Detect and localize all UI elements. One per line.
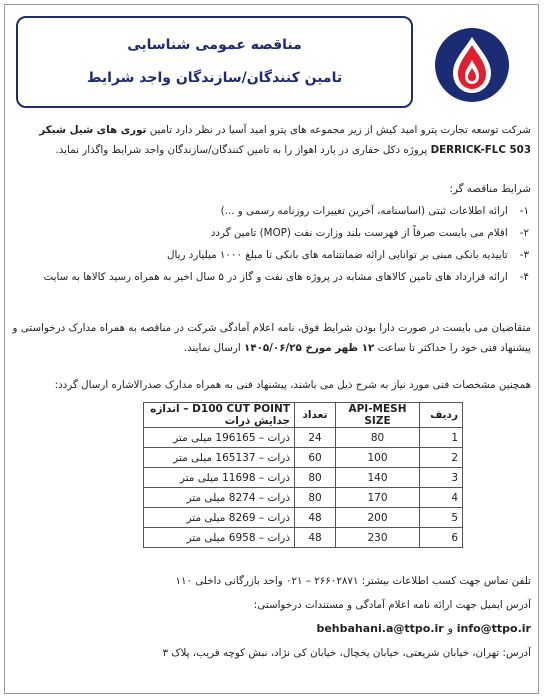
email-line: info@ttpo.ir و behbahani.a@ttpo.ir [316,622,531,635]
page-subtitle: تامین کنندگان/سازندگان واجد شرایط [86,70,343,86]
header-count: تعداد [295,403,336,428]
title-box [16,16,413,108]
tech-note: همچنین مشخصات فنی مورد نیاز به شرح ذیل می باشند، پیشنهاد فنی به همراه مدارک صدرالاشاره ارسال گردد: [54,379,531,391]
intro-line2: پروژه دکل حفاری در یارد اهواز را به تامین کنندگان/سازندگان واجد شرایط واگذار نماید. [55,144,428,156]
intro-paragraph [39,120,531,160]
email-intro: آدرس ایمیل جهت ارائه نامه اعلام آمادگی و مستندات درخواستی: [253,599,531,611]
table-header-row [144,403,463,428]
address: آدرس: تهران، خیابان شریعتی، خیابان یخچال، خیابان کی نژاد، نبش کوچه قریب، پلاک ۳ [162,647,531,659]
submission-line2: پیشنهاد فنی خود را حداکثر تا ساعت [377,342,531,354]
condition-item: ۳- تاییدیه بانکی مبنی بر توانایی ارائه ضمانتنامه های بانکی تا مبلغ ۱۰۰۰ میلیارد ریال [167,249,529,261]
contact-phone: تلفن تماس جهت کسب اطلاعات بیشتر: ۲۶۶۰۲۸۷۱ – ۰۲۱ واحد بازرگانی داخلی ۱۱۰ [175,575,531,587]
table-row: 6 230 48 ذرات – 6958 میلی متر [144,528,463,548]
table-row: 3 140 80 ذرات – 11698 میلی متر [144,468,463,488]
intro-line1: شرکت توسعه تجارت پترو امید کیش از زیر مجموعه های پترو امید آسیا در نظر دارد تامین [149,124,531,136]
table-row: 4 170 80 ذرات – 8274 میلی متر [144,488,463,508]
deadline: ۱۲ ظهر مورخ ۱۴۰۵/۰۶/۲۵ [244,342,375,354]
condition-item: ۱- ارائه اطلاعات ثبتی (اساسنامه، آخرین تغییرات روزنامه رسمی و ...) [220,205,529,217]
conditions-title: شرایط مناقصه گر: [449,183,531,195]
submission-paragraph: متقاضیان می بایست در صورت دارا بودن شرایط فوق، نامه اعلام آمادگی شرکت در مناقصه به همراه مدارک درخواستی و پیشنهاد فنی خود را حداکثر تا ساعت ۱۲ ظهر مورخ ۱۴۰۵/۰۶/۲۵ ارسال نمایند. [13,318,531,358]
flame-drop-logo-icon [433,26,511,104]
page-title: مناقصه عمومی شناسایی [127,37,302,53]
table-row: 1 80 24 ذرات – 196165 میلی متر [144,428,463,448]
intro-model: DERRICK-FLC 503 [430,144,531,156]
email-link-behbahani[interactable]: behbahani.a@ttpo.ir [316,622,444,635]
header-mesh-size: API-MESH SIZE [336,403,420,428]
submission-line1: متقاضیان می بایست در صورت دارا بودن شرایط فوق، نامه اعلام آمادگی شرکت در مناقصه به همراه مدارک درخواستی و [12,322,531,334]
condition-item: ۴- ارائه قرارداد های تامین کالاهای مشابه در پروژه های نفت و گاز در ۵ سال اخیر به همراه رسید کالاها به سایت [43,271,529,283]
table-row: 5 200 48 ذرات – 8269 میلی متر [144,508,463,528]
header-cut-point: D100 CUT POINT – اندازه جدایش ذرات [144,403,295,428]
intro-product: توری های شیل شیکر [39,124,147,136]
condition-item: ۲- اقلام می بایست صرفاً از فهرست بلند وزارت نفت (MOP) تامین گردد [210,227,529,239]
specs-table [143,402,463,548]
email-link-info[interactable]: info@ttpo.ir [456,622,531,635]
table-row: 2 100 60 ذرات – 165137 میلی متر [144,448,463,468]
header-row-num: ردیف [420,403,463,428]
